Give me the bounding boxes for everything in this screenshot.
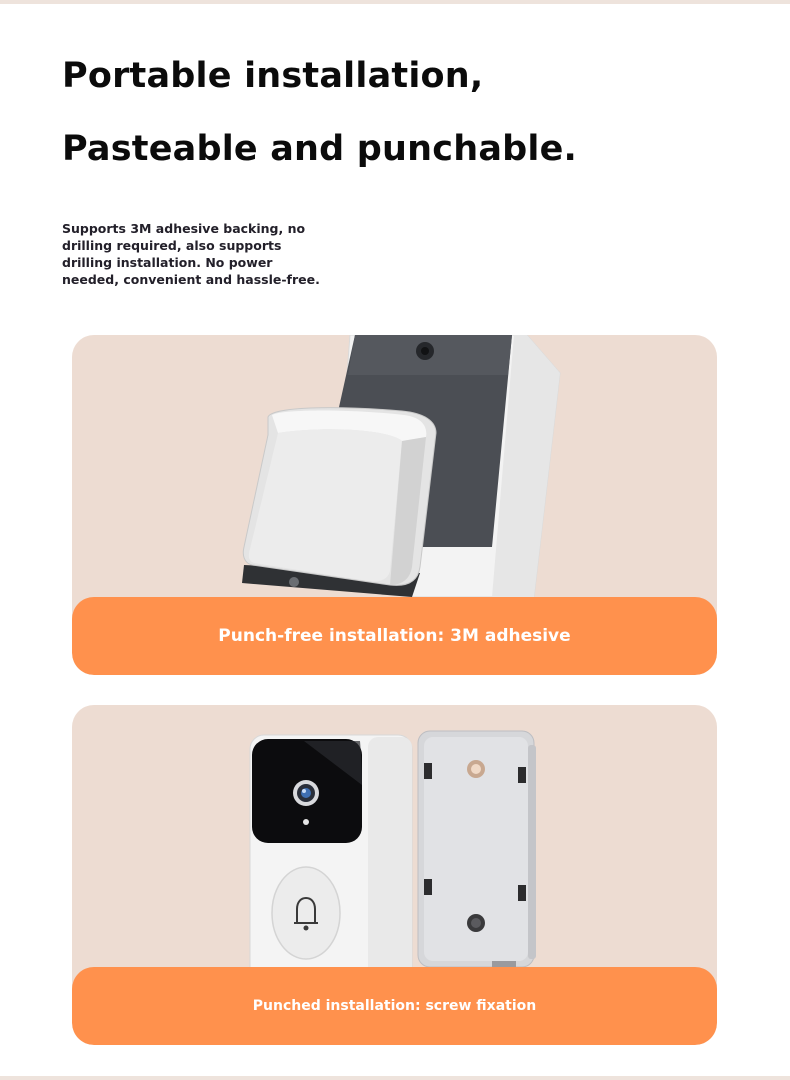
screw-installation-card: [72, 705, 717, 1045]
adhesive-installation-card: [72, 335, 717, 675]
feature-description: Supports 3M adhesive backing, no drilling required, also supports drilling installation. No power needed, convenient and hassle-free.: [62, 221, 320, 287]
adhesive-caption-bar: [72, 597, 717, 675]
bottom-decorative-strip: [0, 1076, 790, 1080]
adhesive-caption: Punch-free installation: 3M adhesive: [218, 626, 571, 646]
screw-caption-bar: [72, 967, 717, 1045]
screw-caption: Punched installation: screw fixation: [252, 998, 537, 1014]
top-decorative-strip: [0, 0, 790, 4]
headline-line-1: Portable installation,: [62, 56, 484, 96]
headline-line-2: Pasteable and punchable.: [62, 129, 578, 169]
